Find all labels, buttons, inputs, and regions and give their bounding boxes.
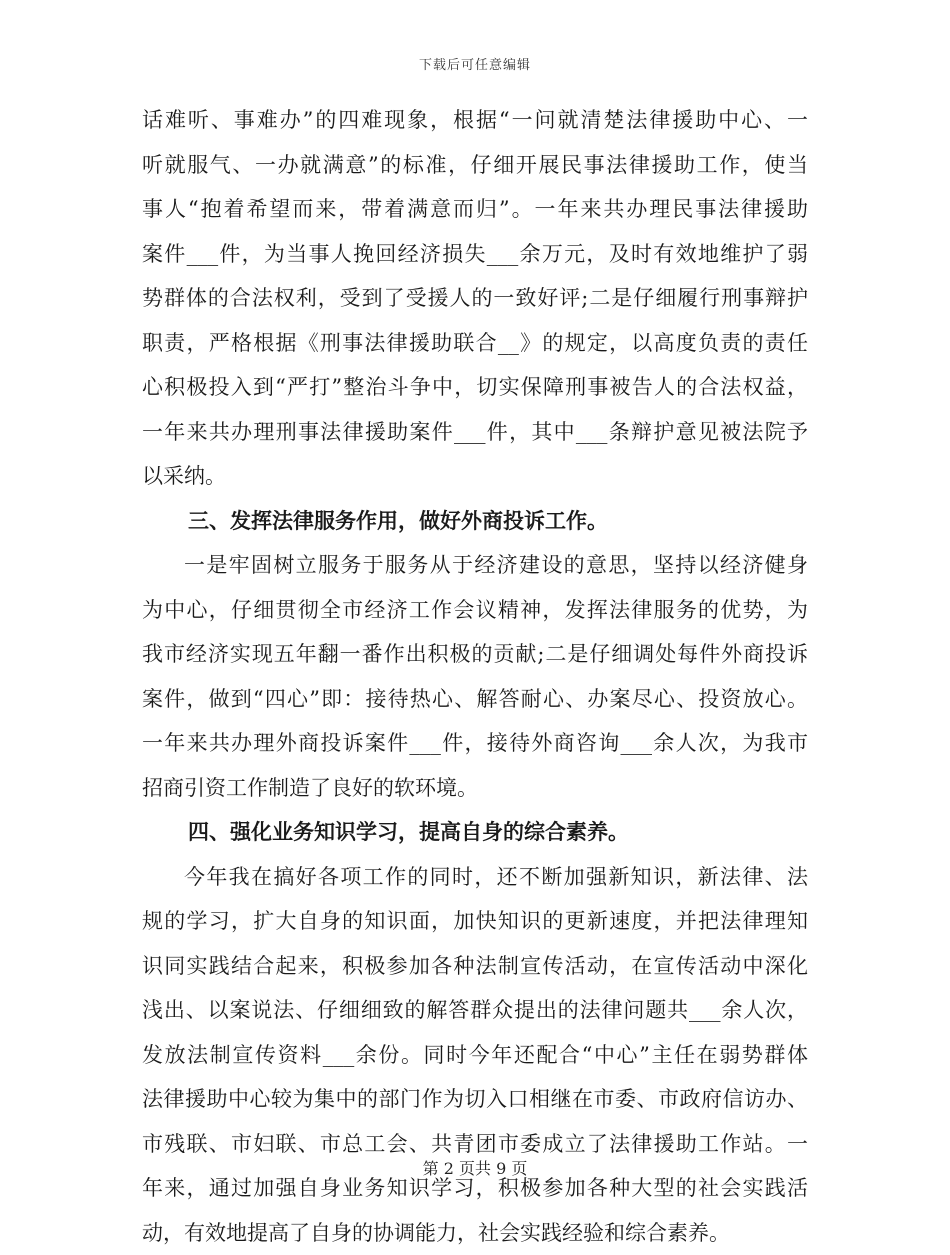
page-header: 下载后可任意编辑 (0, 54, 950, 73)
text-line: 年来，通过加强自身业务知识学习，积极参加各种大型的社会实践活 (142, 1166, 808, 1211)
document-body (142, 98, 808, 1255)
text-line: 法律援助中心较为集中的部门作为切入口相继在市委、市政府信访办、 (142, 1077, 808, 1122)
section-heading: 四、强化业务知识学习，提高自身的综合素养。 (142, 810, 808, 855)
text-line: 事人“抱着希望而来，带着满意而归”。一年来共办理民事法律援助 (142, 187, 808, 232)
text-line: 听就服气、一办就满意”的标准，仔细开展民事法律援助工作，使当 (142, 143, 808, 188)
text-line: 一是牢固树立服务于服务从于经济建设的意思，坚持以经济健身 (142, 543, 808, 588)
text-line: 今年我在搞好各项工作的同时，还不断加强新知识，新法律、法 (142, 855, 808, 900)
text-line: 一年来共办理刑事法律援助案件___件，其中___条辩护意见被法院予 (142, 410, 808, 455)
text-line: 以采纳。 (142, 454, 808, 499)
text-line: 案件___件，为当事人挽回经济损失___余万元，及时有效地维护了弱 (142, 232, 808, 277)
section-heading: 三、发挥法律服务作用，做好外商投诉工作。 (142, 499, 808, 544)
text-line: 浅出、以案说法、仔细细致的解答群众提出的法律问题共___余人次， (142, 988, 808, 1033)
text-line: 职责，严格根据《刑事法律援助联合__》的规定，以高度负责的责任 (142, 321, 808, 366)
text-line: 发放法制宣传资料___余份。同时今年还配合“中心”主任在弱势群体 (142, 1033, 808, 1078)
page-footer: 第 2 页共 9 页 (0, 1156, 950, 1179)
text-line: 势群体的合法权利，受到了受援人的一致好评;二是仔细履行刑事辩护 (142, 276, 808, 321)
text-line: 心积极投入到“严打”整治斗争中，切实保障刑事被告人的合法权益， (142, 365, 808, 410)
text-line: 案件，做到“四心”即：接待热心、解答耐心、办案尽心、投资放心。 (142, 677, 808, 722)
text-line: 一年来共办理外商投诉案件___件，接待外商咨询___余人次，为我市 (142, 721, 808, 766)
text-line: 我市经济实现五年翻一番作出积极的贡献;二是仔细调处每件外商投诉 (142, 632, 808, 677)
text-line: 为中心，仔细贯彻全市经济工作会议精神，发挥法律服务的优势，为 (142, 588, 808, 633)
text-line: 招商引资工作制造了良好的软环境。 (142, 766, 808, 811)
text-line: 话难听、事难办”的四难现象，根据“一问就清楚法律援助中心、一 (142, 98, 808, 143)
text-line: 识同实践结合起来，积极参加各种法制宣传活动，在宣传活动中深化 (142, 944, 808, 989)
text-line: 市残联、市妇联、市总工会、共青团市委成立了法律援助工作站。一 (142, 1122, 808, 1167)
text-line: 规的学习，扩大自身的知识面，加快知识的更新速度，并把法律理知 (142, 899, 808, 944)
text-line: 动，有效地提高了自身的协调能力，社会实践经验和综合素养。 (142, 1211, 808, 1255)
